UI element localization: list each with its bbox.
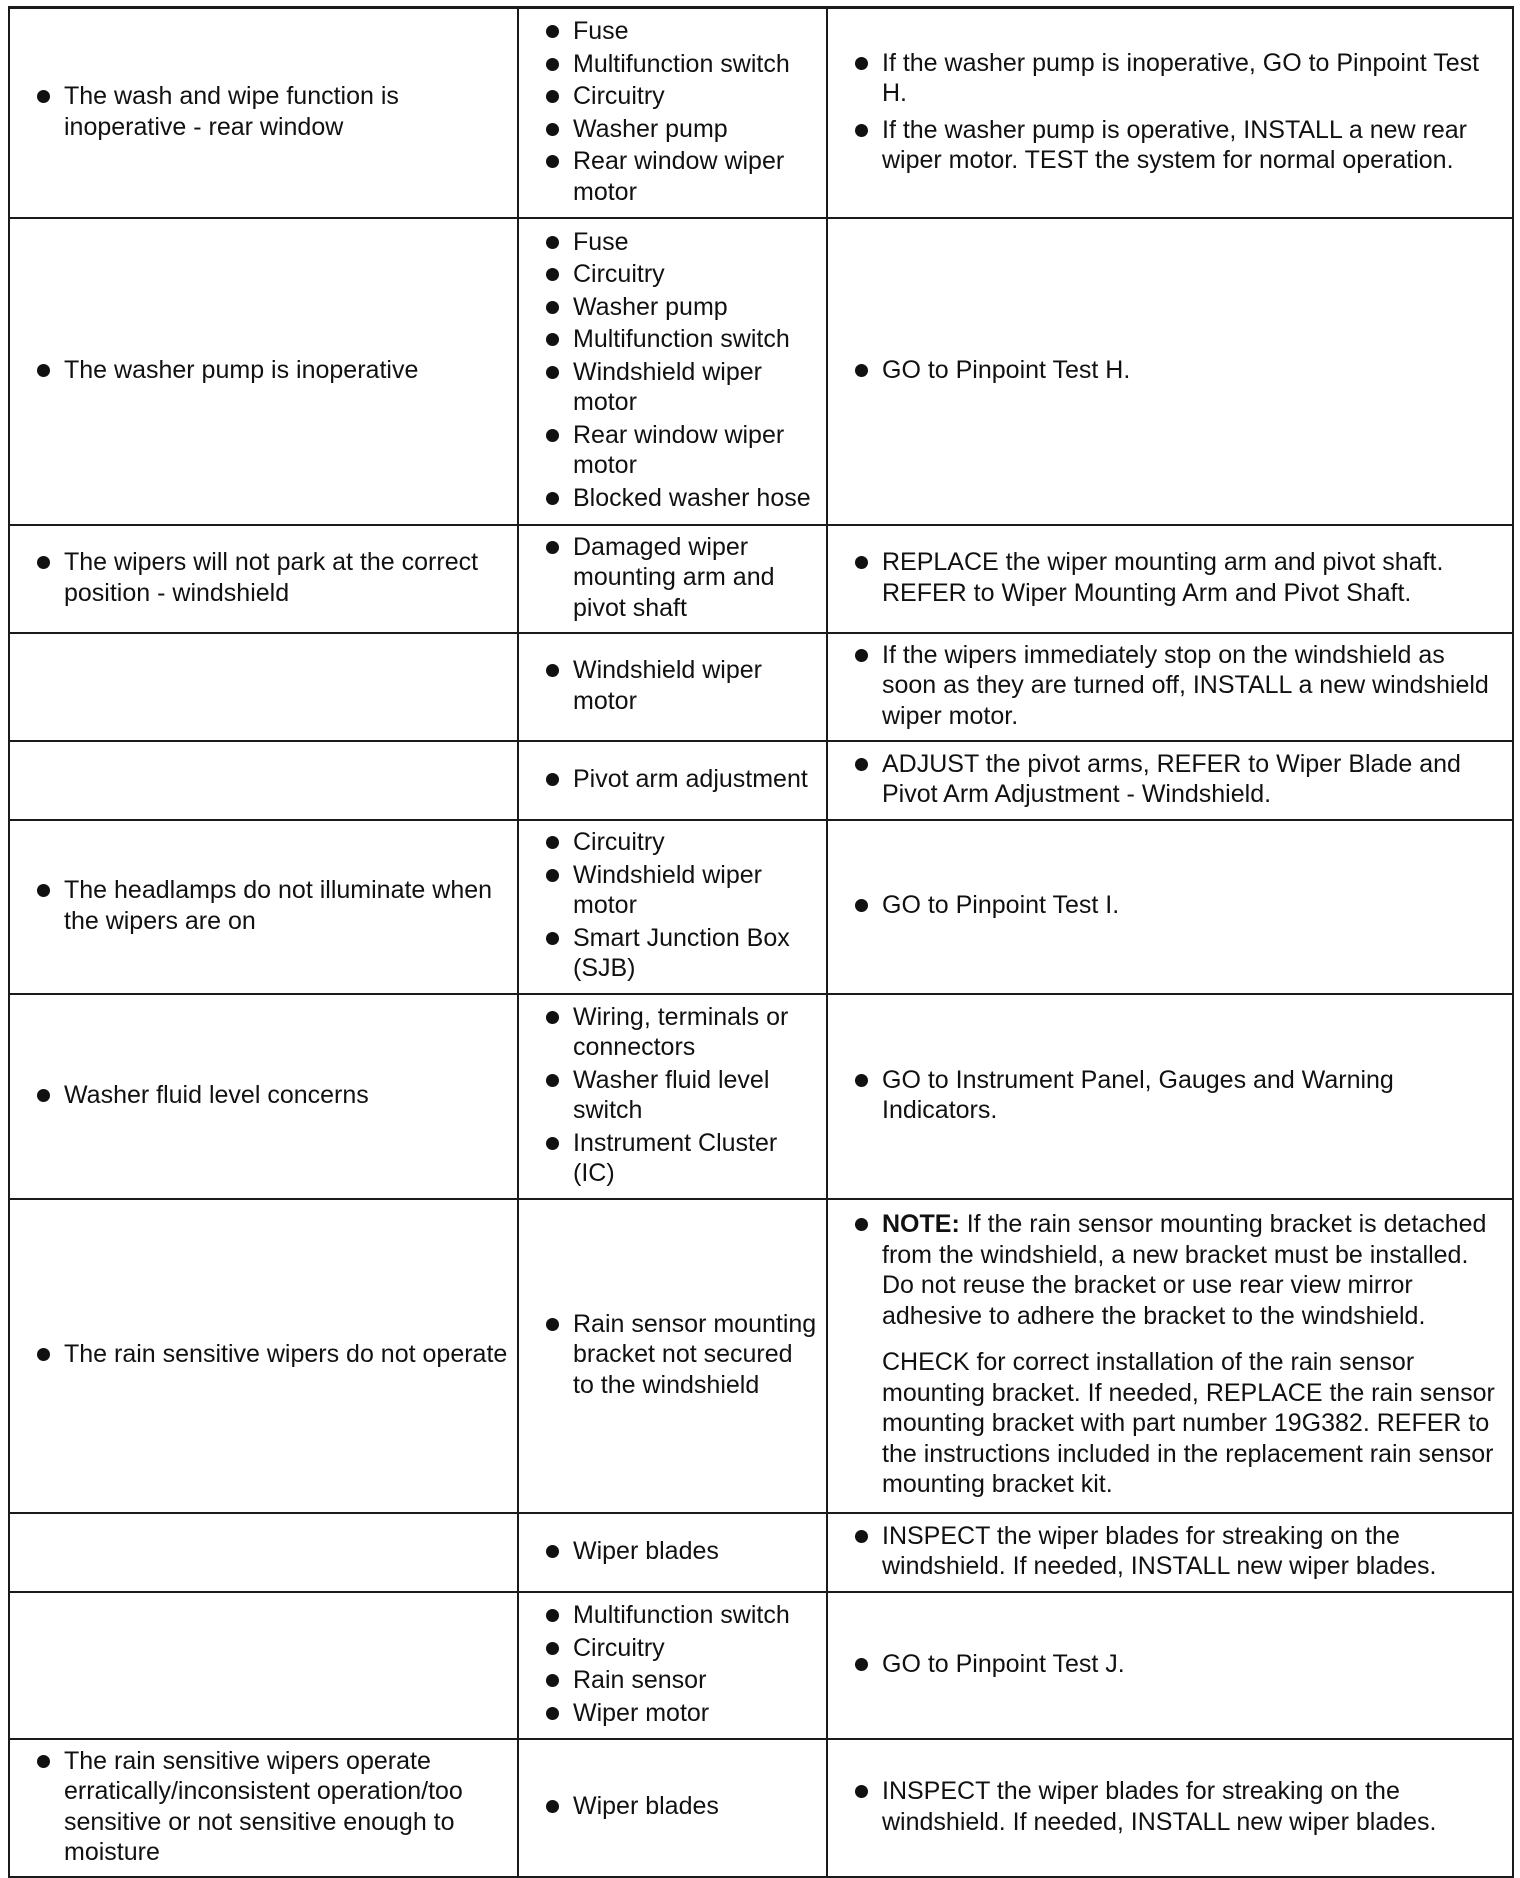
action-cell	[827, 1739, 1513, 1877]
condition-cell	[9, 1739, 518, 1877]
action-item: GO to Pinpoint Test H.	[842, 355, 1504, 386]
causes-cell	[518, 1739, 827, 1877]
cause-item: Washer pump	[533, 292, 818, 323]
action-paragraph: CHECK for correct installation of the rain sensor mounting bracket. If needed, REPLACE the rain sensor mounting bracket with part number 19G382. REFER to the instructions included in the replacement rain sensor mounting bracket kit.	[882, 1348, 1495, 1499]
condition-text: The wash and wipe function is inoperative - rear window	[24, 81, 509, 142]
cause-item: Instrument Cluster (IC)	[533, 1128, 818, 1189]
cause-item: Circuitry	[533, 1633, 818, 1664]
causes-cell	[518, 633, 827, 741]
condition-cell	[9, 994, 518, 1199]
table-row	[9, 218, 1513, 525]
condition-cell	[9, 8, 518, 218]
causes-cell	[518, 1513, 827, 1592]
cause-item: Windshield wiper motor	[533, 860, 818, 921]
cause-item: Washer fluid level switch	[533, 1065, 818, 1126]
causes-cell	[518, 994, 827, 1199]
causes-cell	[518, 741, 827, 820]
action-cell	[827, 741, 1513, 820]
cause-item: Rear window wiper motor	[533, 420, 818, 481]
table-row	[9, 741, 1513, 820]
cause-item: Rain sensor	[533, 1665, 818, 1696]
table-row	[9, 525, 1513, 633]
condition-text: The rain sensitive wipers operate erratically/inconsistent operation/too sensitive or not sensitive enough to moisture	[24, 1746, 509, 1868]
action-cell	[827, 1592, 1513, 1739]
action-cell	[827, 1199, 1513, 1513]
action-item: GO to Instrument Panel, Gauges and Warning Indicators.	[842, 1065, 1504, 1126]
action-item: If the washer pump is inoperative, GO to Pinpoint Test H.	[842, 48, 1504, 109]
causes-cell	[518, 218, 827, 525]
condition-cell	[9, 820, 518, 994]
condition-cell	[9, 1199, 518, 1513]
cause-item: Wiper blades	[533, 1791, 818, 1822]
action-cell	[827, 8, 1513, 218]
cause-item: Smart Junction Box (SJB)	[533, 923, 818, 984]
condition-cell	[9, 633, 518, 741]
condition-text: The headlamps do not illuminate when the wipers are on	[24, 875, 509, 936]
cause-item: Circuitry	[533, 81, 818, 112]
cause-item: Washer pump	[533, 114, 818, 145]
cause-item: Multifunction switch	[533, 49, 818, 80]
cause-item: Windshield wiper motor	[533, 357, 818, 418]
causes-cell	[518, 1199, 827, 1513]
cause-item: Fuse	[533, 227, 818, 258]
action-cell	[827, 820, 1513, 994]
cause-item: Wiper motor	[533, 1698, 818, 1729]
action-cell	[827, 218, 1513, 525]
cause-item: Damaged wiper mounting arm and pivot shaft	[533, 532, 818, 624]
action-item: GO to Pinpoint Test J.	[842, 1649, 1504, 1680]
table-row	[9, 8, 1513, 218]
table-row	[9, 820, 1513, 994]
symptom-table	[8, 6, 1514, 1878]
action-item: ADJUST the pivot arms, REFER to Wiper Blade and Pivot Arm Adjustment - Windshield.	[842, 749, 1504, 810]
cause-item: Multifunction switch	[533, 324, 818, 355]
cause-item: Windshield wiper motor	[533, 655, 818, 716]
cause-item: Blocked washer hose	[533, 483, 818, 514]
condition-text: The rain sensitive wipers do not operate	[24, 1339, 509, 1370]
action-cell	[827, 994, 1513, 1199]
condition-cell	[9, 1513, 518, 1592]
action-item: INSPECT the wiper blades for streaking on the windshield. If needed, INSTALL new wiper blades.	[842, 1521, 1504, 1582]
condition-text: Washer fluid level concerns	[24, 1080, 509, 1111]
action-cell	[827, 633, 1513, 741]
causes-cell	[518, 1592, 827, 1739]
condition-text: The washer pump is inoperative	[24, 355, 509, 386]
action-item: If the wipers immediately stop on the windshield as soon as they are turned off, INSTALL a new windshield wiper motor.	[842, 640, 1504, 732]
table-row	[9, 1199, 1513, 1513]
table-row	[9, 1739, 1513, 1877]
condition-cell	[9, 525, 518, 633]
note-label: NOTE:	[882, 1210, 960, 1239]
condition-text: The wipers will not park at the correct position - windshield	[24, 547, 509, 608]
cause-item: Fuse	[533, 16, 818, 47]
action-item: INSPECT the wiper blades for streaking on the windshield. If needed, INSTALL new wiper blades.	[842, 1776, 1504, 1837]
cause-item: Circuitry	[533, 827, 818, 858]
causes-cell	[518, 820, 827, 994]
action-item: GO to Pinpoint Test I.	[842, 890, 1504, 921]
cause-item: Rain sensor mounting bracket not secured to the windshield	[533, 1309, 818, 1401]
symptom-chart	[8, 6, 1512, 1878]
table-row	[9, 1592, 1513, 1739]
action-cell	[827, 525, 1513, 633]
action-cell	[827, 1513, 1513, 1592]
causes-cell	[518, 525, 827, 633]
cause-item: Wiper blades	[533, 1536, 818, 1567]
condition-cell	[9, 218, 518, 525]
cause-item: Pivot arm adjustment	[533, 764, 818, 795]
action-item: REPLACE the wiper mounting arm and pivot shaft. REFER to Wiper Mounting Arm and Pivot Shaft.	[842, 547, 1504, 608]
table-row	[9, 1513, 1513, 1592]
table-row	[9, 994, 1513, 1199]
cause-item: Wiring, terminals or connectors	[533, 1002, 818, 1063]
condition-cell	[9, 1592, 518, 1739]
cause-item: Circuitry	[533, 259, 818, 290]
cause-item: Multifunction switch	[533, 1600, 818, 1631]
table-row	[9, 633, 1513, 741]
condition-cell	[9, 741, 518, 820]
note-text: If the rain sensor mounting bracket is detached from the windshield, a new bracket must be installed. Do not reuse the bracket or use rear view mirror adhesive to adhere the bracket to the windshield.	[882, 1210, 1487, 1330]
note-item	[842, 1209, 1504, 1331]
causes-cell	[518, 8, 827, 218]
action-item: If the washer pump is operative, INSTALL a new rear wiper motor. TEST the system for normal operation.	[842, 115, 1504, 176]
cause-item: Rear window wiper motor	[533, 146, 818, 207]
